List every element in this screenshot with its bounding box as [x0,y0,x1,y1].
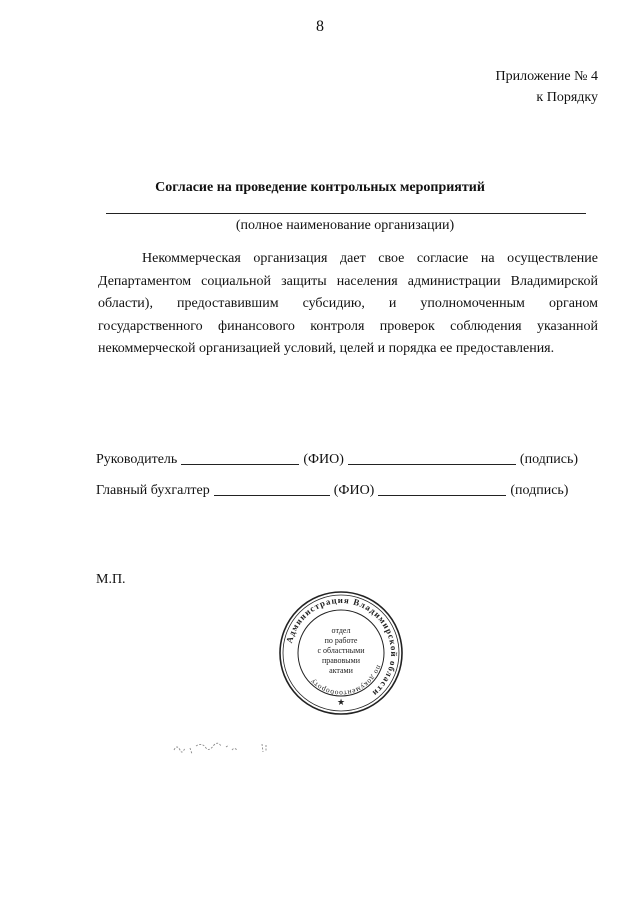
signature-role: Главный бухгалтер [96,483,210,498]
signature-blank [348,450,516,465]
stamp-center-line-1: отдел [331,626,351,635]
stamp-place-label: М.П. [96,572,126,587]
stamp-star-icon: ★ [336,697,346,707]
stamp-center-line-5: актами [329,666,353,675]
fio-label: (ФИО) [303,452,344,467]
name-blank [181,450,299,465]
signature-row-head [96,450,598,468]
document-title: Согласие на проведение контрольных мероприятий [155,180,485,195]
sign-label: (подпись) [519,452,579,467]
org-name-line [106,213,586,214]
page-number: 8 [316,18,324,35]
consent-paragraph: Некоммерческая организация дает свое согласие на осуществление Департаментом социальной защиты населения администрации Владимирской области), предоставившим субсидию, и уполномоченным органом государственного финансового контроля проверок соблюдения указанной некоммерческой организацией условий, целей и порядка ее предоставления. [98,251,598,356]
fio-label: (ФИО) [333,483,375,498]
signature-blank [378,481,506,496]
appendix-line-2: к Порядку [536,90,598,105]
handwritten-signature [172,736,272,760]
signature-role: Руководитель [96,452,178,467]
appendix-line-1: Приложение № 4 [495,69,598,84]
stamp-outer-text: Администрация Владимирской области [284,594,400,699]
name-blank [214,481,330,496]
appendix-label [496,66,599,108]
stamp-center-line-2: по работе [324,636,358,645]
official-stamp [277,589,405,717]
stamp-center-line-3: с областными [317,646,365,655]
stamp-center-line-4: правовыми [321,656,361,665]
org-name-caption: (полное наименование организации) [235,218,455,233]
stamp-inner-ring-text: по документообороту [307,664,384,699]
signature-row-accountant [96,481,598,499]
sign-label: (подпись) [510,483,569,498]
